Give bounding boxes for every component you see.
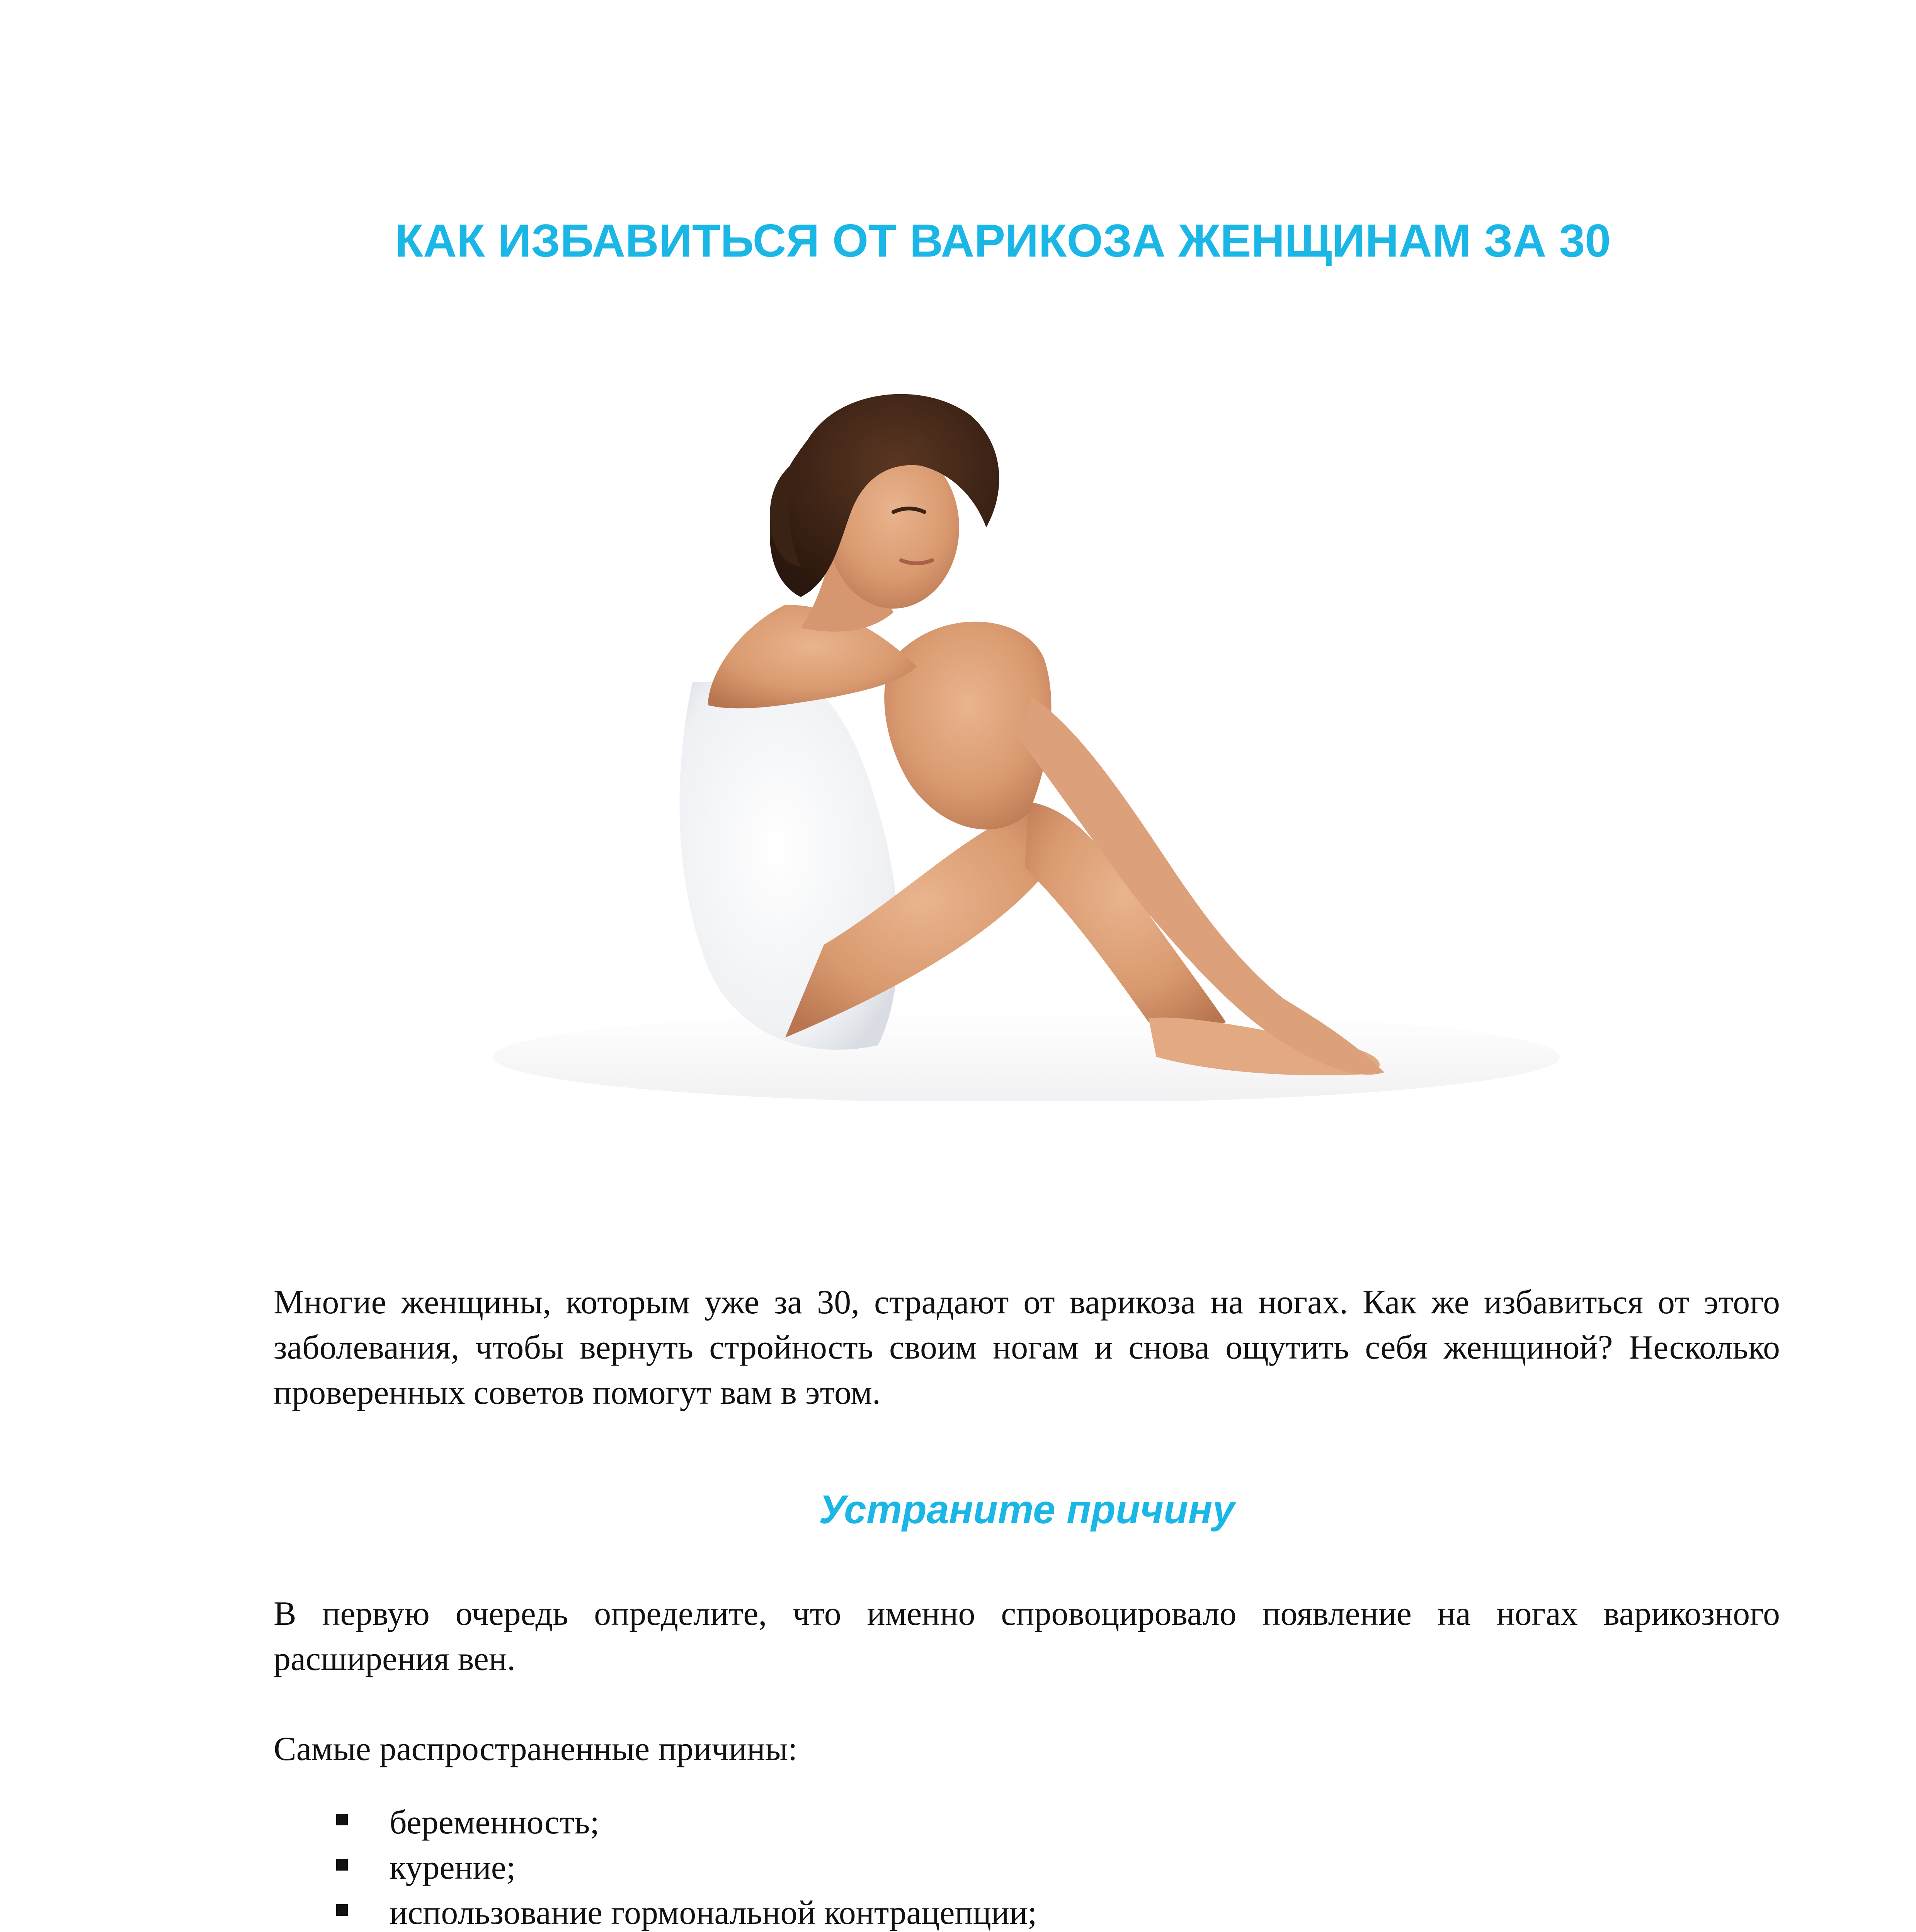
- list-item: курение;: [274, 1845, 1780, 1890]
- page-title: КАК ИЗБАВИТЬСЯ ОТ ВАРИКОЗА ЖЕНЩИНАМ ЗА 30: [395, 215, 1611, 267]
- square-bullet-icon: [336, 1904, 348, 1916]
- square-bullet-icon: [336, 1814, 348, 1825]
- cause-paragraph: В первую очередь определите, что именно спровоцировало появление на ногах варикозного расширения вен.: [274, 1595, 1780, 1678]
- causes-list: [274, 1800, 1780, 1932]
- intro-paragraph: Многие женщины, которым уже за 30, страдают от варикоза на ногах. Как же избавиться от этого заболевания, чтобы вернуть стройность своим ногам и снова ощутить себя женщиной? Несколько проверенных советов помогут вам в этом.: [274, 1284, 1780, 1412]
- square-bullet-icon: [336, 1859, 348, 1871]
- list-item: использование гормональной контрацепции;: [274, 1890, 1780, 1932]
- causes-intro: Самые распространенные причины:: [274, 1730, 798, 1768]
- hero-photo-woman-sitting: [492, 365, 1561, 1101]
- list-item: беременность;: [274, 1800, 1780, 1845]
- section-heading-cause: Устраните причину: [818, 1487, 1235, 1532]
